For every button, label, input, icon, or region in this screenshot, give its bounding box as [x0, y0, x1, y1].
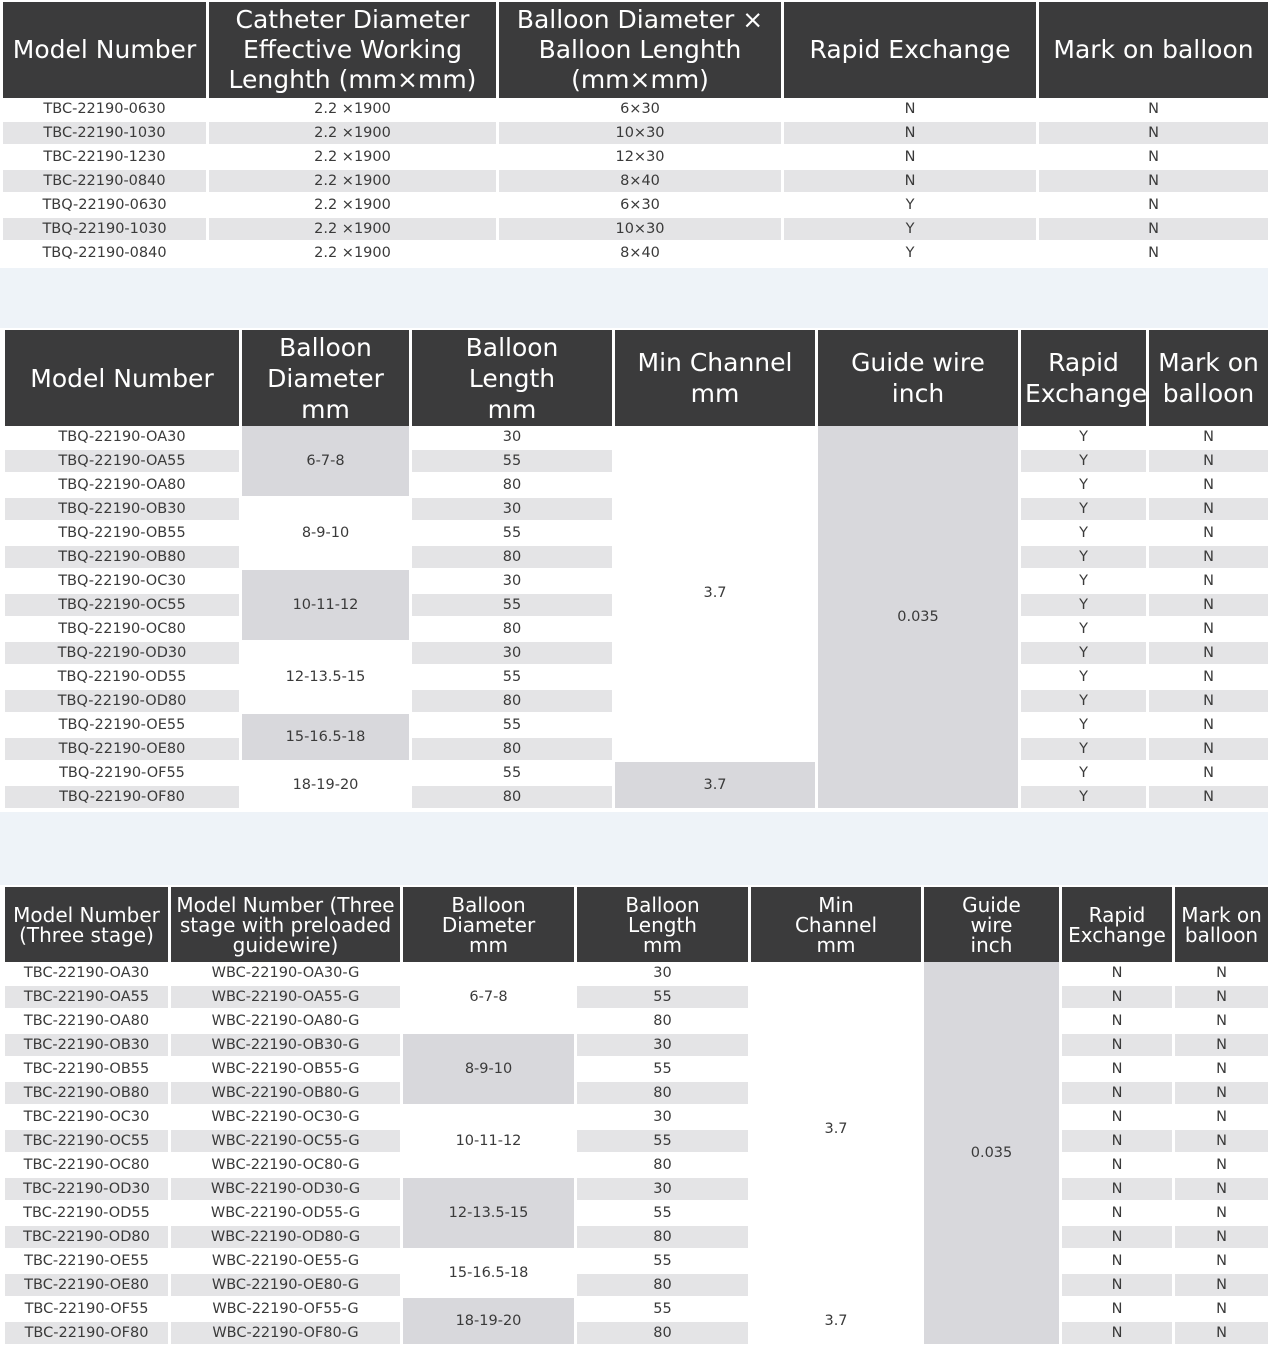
- column-header: Model Number (Three stage): [5, 887, 171, 962]
- mark-on-balloon: N: [1149, 450, 1268, 474]
- column-header: Rapid Exchange: [1062, 887, 1175, 962]
- rapid-exchange: N: [1062, 1106, 1175, 1130]
- table-cell: 8×40: [499, 170, 784, 194]
- model-number: TBQ-22190-OA55: [5, 450, 242, 474]
- mark-on-balloon: N: [1175, 1082, 1268, 1106]
- rapid-exchange: N: [1062, 1130, 1175, 1154]
- rapid-exchange: Y: [1021, 594, 1149, 618]
- preloaded-model-number: WBC-22190-OB55-G: [171, 1058, 403, 1082]
- mark-on-balloon: N: [1149, 546, 1268, 570]
- table-row: [5, 1058, 1268, 1082]
- model-number: TBC-22190-OC30: [5, 1106, 171, 1130]
- balloon-length: 80: [412, 474, 615, 498]
- model-number: TBC-22190-OD55: [5, 1202, 171, 1226]
- balloon-length: 55: [577, 1058, 751, 1082]
- table-cell: N: [784, 98, 1039, 122]
- preloaded-model-number: WBC-22190-OD80-G: [171, 1226, 403, 1250]
- balloon-length: 80: [577, 1322, 751, 1346]
- column-header: Min Channel mm: [751, 887, 924, 962]
- mark-on-balloon: N: [1175, 1010, 1268, 1034]
- model-number: TBC-22190-OF80: [5, 1322, 171, 1346]
- balloon-length: 55: [412, 450, 615, 474]
- model-number: TBQ-22190-OF80: [5, 786, 242, 810]
- guide-wire: 0.035: [818, 426, 1021, 810]
- balloon-length: 55: [577, 1250, 751, 1274]
- rapid-exchange: N: [1062, 1058, 1175, 1082]
- model-number: TBC-22190-OD30: [5, 1178, 171, 1202]
- model-number: TBC-22190-OA55: [5, 986, 171, 1010]
- table-cell: 10×30: [499, 122, 784, 146]
- column-header: Mark on balloon: [1175, 887, 1268, 962]
- mark-on-balloon: N: [1149, 738, 1268, 762]
- preloaded-model-number: WBC-22190-OC80-G: [171, 1154, 403, 1178]
- table-cell: Y: [784, 194, 1039, 218]
- rapid-exchange: Y: [1021, 498, 1149, 522]
- rapid-exchange: N: [1062, 1274, 1175, 1298]
- table-row: [5, 1322, 1268, 1346]
- balloon-length: 55: [412, 714, 615, 738]
- table-row: [3, 242, 1268, 266]
- section-gap-2: [0, 812, 1268, 885]
- table-row: [5, 1202, 1268, 1226]
- model-number: TBQ-22190-OC55: [5, 594, 242, 618]
- table-row: [5, 1106, 1268, 1130]
- mark-on-balloon: N: [1175, 986, 1268, 1010]
- mark-on-balloon: N: [1149, 786, 1268, 810]
- model-number: TBC-22190-OD80: [5, 1226, 171, 1250]
- model-number: TBQ-22190-OB55: [5, 522, 242, 546]
- model-number: TBQ-22190-OF55: [5, 762, 242, 786]
- column-header: Balloon Diameter × Balloon Lenghth (mm×mm): [499, 2, 784, 98]
- mark-on-balloon: N: [1175, 1058, 1268, 1082]
- table-cell: 2.2 ×1900: [209, 146, 499, 170]
- model-number: TBQ-22190-OB80: [5, 546, 242, 570]
- balloon-diameter: 12-13.5-15: [403, 1178, 577, 1250]
- preloaded-model-number: WBC-22190-OA55-G: [171, 986, 403, 1010]
- table-cell: N: [784, 122, 1039, 146]
- balloon-diameter: 12-13.5-15: [242, 642, 412, 714]
- model-number: TBQ-22190-OD80: [5, 690, 242, 714]
- balloon-length: 30: [577, 1034, 751, 1058]
- balloon-length: 80: [412, 618, 615, 642]
- preloaded-model-number: WBC-22190-OA80-G: [171, 1010, 403, 1034]
- table-cell: N: [1039, 98, 1268, 122]
- column-header: Model Number: [5, 330, 242, 426]
- column-header: Model Number: [3, 2, 209, 98]
- mark-on-balloon: N: [1175, 1274, 1268, 1298]
- mark-on-balloon: N: [1149, 498, 1268, 522]
- table-row: [5, 1226, 1268, 1250]
- spec-table-three-stage: [5, 887, 1268, 1346]
- preloaded-model-number: WBC-22190-OC55-G: [171, 1130, 403, 1154]
- preloaded-model-number: WBC-22190-OB30-G: [171, 1034, 403, 1058]
- table-cell: 8×40: [499, 242, 784, 266]
- table-cell: N: [784, 170, 1039, 194]
- table-cell: TBC-22190-0630: [3, 98, 209, 122]
- column-header: Mark on balloon: [1039, 2, 1268, 98]
- rapid-exchange: N: [1062, 1154, 1175, 1178]
- model-number: TBC-22190-OC80: [5, 1154, 171, 1178]
- rapid-exchange: N: [1062, 1250, 1175, 1274]
- balloon-diameter: 10-11-12: [242, 570, 412, 642]
- mark-on-balloon: N: [1175, 1154, 1268, 1178]
- table-row: [5, 962, 1268, 986]
- preloaded-model-number: WBC-22190-OD55-G: [171, 1202, 403, 1226]
- table-cell: Y: [784, 242, 1039, 266]
- preloaded-model-number: WBC-22190-OF55-G: [171, 1298, 403, 1322]
- rapid-exchange: Y: [1021, 474, 1149, 498]
- rapid-exchange: Y: [1021, 618, 1149, 642]
- balloon-length: 80: [577, 1226, 751, 1250]
- mark-on-balloon: N: [1149, 570, 1268, 594]
- min-channel: 3.7: [615, 426, 818, 762]
- column-header: Guide wire inch: [818, 330, 1021, 426]
- column-header: Rapid Exchange: [784, 2, 1039, 98]
- table-row: [5, 1010, 1268, 1034]
- table-row: [3, 146, 1268, 170]
- table-row: [3, 98, 1268, 122]
- table-row: [5, 1154, 1268, 1178]
- rapid-exchange: N: [1062, 1034, 1175, 1058]
- table-row: [3, 218, 1268, 242]
- balloon-length: 55: [412, 762, 615, 786]
- mark-on-balloon: N: [1149, 426, 1268, 450]
- table-cell: N: [784, 146, 1039, 170]
- column-header: Model Number (Three stage with preloaded guidewire): [171, 887, 403, 962]
- balloon-length: 80: [577, 1010, 751, 1034]
- table-cell: N: [1039, 122, 1268, 146]
- mark-on-balloon: N: [1175, 1106, 1268, 1130]
- min-channel: 3.7: [751, 1298, 924, 1346]
- model-number: TBQ-22190-OD55: [5, 666, 242, 690]
- model-number: TBC-22190-OA30: [5, 962, 171, 986]
- model-number: TBC-22190-OC55: [5, 1130, 171, 1154]
- table-cell: 6×30: [499, 194, 784, 218]
- mark-on-balloon: N: [1175, 1250, 1268, 1274]
- section-gap-1: [0, 268, 1268, 328]
- balloon-diameter: 8-9-10: [242, 498, 412, 570]
- balloon-length: 30: [412, 570, 615, 594]
- rapid-exchange: N: [1062, 1298, 1175, 1322]
- rapid-exchange: N: [1062, 962, 1175, 986]
- balloon-length: 30: [577, 1178, 751, 1202]
- model-number: TBC-22190-OF55: [5, 1298, 171, 1322]
- table-cell: 10×30: [499, 218, 784, 242]
- table-cell: TBQ-22190-1030: [3, 218, 209, 242]
- balloon-length: 80: [412, 546, 615, 570]
- table-cell: Y: [784, 218, 1039, 242]
- mark-on-balloon: N: [1149, 522, 1268, 546]
- table-cell: N: [1039, 194, 1268, 218]
- table-cell: N: [1039, 170, 1268, 194]
- balloon-length: 80: [577, 1274, 751, 1298]
- balloon-diameter: 6-7-8: [242, 426, 412, 498]
- mark-on-balloon: N: [1149, 762, 1268, 786]
- model-number: TBQ-22190-OA30: [5, 426, 242, 450]
- model-number: TBQ-22190-OE55: [5, 714, 242, 738]
- table-cell: 2.2 ×1900: [209, 194, 499, 218]
- balloon-length: 30: [412, 498, 615, 522]
- table-row: [5, 1274, 1268, 1298]
- rapid-exchange: Y: [1021, 690, 1149, 714]
- model-number: TBQ-22190-OA80: [5, 474, 242, 498]
- table-cell: 2.2 ×1900: [209, 122, 499, 146]
- preloaded-model-number: WBC-22190-OF80-G: [171, 1322, 403, 1346]
- mark-on-balloon: N: [1149, 714, 1268, 738]
- preloaded-model-number: WBC-22190-OE55-G: [171, 1250, 403, 1274]
- spec-table-rapid-exchange: [5, 330, 1268, 810]
- rapid-exchange: Y: [1021, 786, 1149, 810]
- balloon-length: 55: [577, 986, 751, 1010]
- model-number: TBC-22190-OB80: [5, 1082, 171, 1106]
- table-cell: 12×30: [499, 146, 784, 170]
- rapid-exchange: Y: [1021, 762, 1149, 786]
- table-cell: N: [1039, 218, 1268, 242]
- rapid-exchange: N: [1062, 1226, 1175, 1250]
- preloaded-model-number: WBC-22190-OE80-G: [171, 1274, 403, 1298]
- table-cell: 2.2 ×1900: [209, 218, 499, 242]
- column-header: Min Channel mm: [615, 330, 818, 426]
- rapid-exchange: N: [1062, 1202, 1175, 1226]
- column-header: Mark on balloon: [1149, 330, 1268, 426]
- balloon-length: 55: [412, 666, 615, 690]
- rapid-exchange: Y: [1021, 522, 1149, 546]
- table-cell: TBQ-22190-0630: [3, 194, 209, 218]
- rapid-exchange: Y: [1021, 450, 1149, 474]
- column-header: Balloon Length mm: [577, 887, 751, 962]
- rapid-exchange: N: [1062, 1322, 1175, 1346]
- mark-on-balloon: N: [1175, 1298, 1268, 1322]
- preloaded-model-number: WBC-22190-OB80-G: [171, 1082, 403, 1106]
- table-cell: 6×30: [499, 98, 784, 122]
- balloon-length: 80: [412, 690, 615, 714]
- spec-table-standard: [3, 2, 1268, 266]
- table-cell: 2.2 ×1900: [209, 170, 499, 194]
- rapid-exchange: Y: [1021, 426, 1149, 450]
- table-row: [5, 1082, 1268, 1106]
- model-number: TBQ-22190-OC30: [5, 570, 242, 594]
- model-number: TBQ-22190-OE80: [5, 738, 242, 762]
- balloon-length: 55: [577, 1130, 751, 1154]
- table-row: [5, 1130, 1268, 1154]
- model-number: TBC-22190-OB55: [5, 1058, 171, 1082]
- balloon-length: 30: [412, 426, 615, 450]
- table-cell: TBC-22190-1030: [3, 122, 209, 146]
- balloon-diameter: 10-11-12: [403, 1106, 577, 1178]
- balloon-length: 80: [412, 786, 615, 810]
- balloon-length: 55: [412, 522, 615, 546]
- column-header: Rapid Exchange: [1021, 330, 1149, 426]
- model-number: TBQ-22190-OC80: [5, 618, 242, 642]
- preloaded-model-number: WBC-22190-OD30-G: [171, 1178, 403, 1202]
- table-row: [5, 1250, 1268, 1274]
- balloon-diameter: 18-19-20: [242, 762, 412, 810]
- mark-on-balloon: N: [1149, 690, 1268, 714]
- model-number: TBC-22190-OE80: [5, 1274, 171, 1298]
- balloon-length: 30: [412, 642, 615, 666]
- table-row: [3, 122, 1268, 146]
- rapid-exchange: N: [1062, 1082, 1175, 1106]
- table-row: [5, 762, 1268, 786]
- table-row: [5, 426, 1268, 450]
- balloon-length: 55: [577, 1202, 751, 1226]
- mark-on-balloon: N: [1149, 666, 1268, 690]
- rapid-exchange: Y: [1021, 570, 1149, 594]
- mark-on-balloon: N: [1175, 1178, 1268, 1202]
- preloaded-model-number: WBC-22190-OC30-G: [171, 1106, 403, 1130]
- column-header: Guide wire inch: [924, 887, 1062, 962]
- mark-on-balloon: N: [1175, 1130, 1268, 1154]
- table-cell: 2.2 ×1900: [209, 242, 499, 266]
- mark-on-balloon: N: [1149, 642, 1268, 666]
- balloon-diameter: 8-9-10: [403, 1034, 577, 1106]
- mark-on-balloon: N: [1175, 1226, 1268, 1250]
- table-row: [5, 1178, 1268, 1202]
- table-cell: TBC-22190-0840: [3, 170, 209, 194]
- mark-on-balloon: N: [1175, 1034, 1268, 1058]
- balloon-length: 30: [577, 1106, 751, 1130]
- rapid-exchange: Y: [1021, 738, 1149, 762]
- table-cell: 2.2 ×1900: [209, 98, 499, 122]
- model-number: TBC-22190-OE55: [5, 1250, 171, 1274]
- mark-on-balloon: N: [1149, 474, 1268, 498]
- table-cell: N: [1039, 146, 1268, 170]
- mark-on-balloon: N: [1149, 594, 1268, 618]
- mark-on-balloon: N: [1149, 618, 1268, 642]
- model-number: TBC-22190-OA80: [5, 1010, 171, 1034]
- mark-on-balloon: N: [1175, 1322, 1268, 1346]
- min-channel: 3.7: [751, 962, 924, 1298]
- balloon-length: 80: [577, 1082, 751, 1106]
- rapid-exchange: N: [1062, 1178, 1175, 1202]
- table-row: [5, 1298, 1268, 1322]
- rapid-exchange: N: [1062, 986, 1175, 1010]
- table-row: [3, 194, 1268, 218]
- table-row: [5, 986, 1268, 1010]
- balloon-diameter: 15-16.5-18: [403, 1250, 577, 1298]
- table-cell: TBC-22190-1230: [3, 146, 209, 170]
- model-number: TBQ-22190-OB30: [5, 498, 242, 522]
- mark-on-balloon: N: [1175, 1202, 1268, 1226]
- column-header: Catheter Diameter Effective Working Lenghth (mm×mm): [209, 2, 499, 98]
- balloon-diameter: 6-7-8: [403, 962, 577, 1034]
- balloon-length: 80: [412, 738, 615, 762]
- guide-wire: 0.035: [924, 962, 1062, 1346]
- table-cell: N: [1039, 242, 1268, 266]
- table-row: [5, 1034, 1268, 1058]
- balloon-length: 55: [412, 594, 615, 618]
- model-number: TBQ-22190-OD30: [5, 642, 242, 666]
- rapid-exchange: Y: [1021, 642, 1149, 666]
- table-row: [3, 170, 1268, 194]
- balloon-diameter: 15-16.5-18: [242, 714, 412, 762]
- rapid-exchange: Y: [1021, 714, 1149, 738]
- balloon-length: 55: [577, 1298, 751, 1322]
- mark-on-balloon: N: [1175, 962, 1268, 986]
- balloon-length: 30: [577, 962, 751, 986]
- rapid-exchange: N: [1062, 1010, 1175, 1034]
- table-cell: TBQ-22190-0840: [3, 242, 209, 266]
- rapid-exchange: Y: [1021, 666, 1149, 690]
- rapid-exchange: Y: [1021, 546, 1149, 570]
- balloon-diameter: 18-19-20: [403, 1298, 577, 1346]
- min-channel: 3.7: [615, 762, 818, 810]
- balloon-length: 80: [577, 1154, 751, 1178]
- preloaded-model-number: WBC-22190-OA30-G: [171, 962, 403, 986]
- column-header: Balloon Diameter mm: [242, 330, 412, 426]
- column-header: Balloon Diameter mm: [403, 887, 577, 962]
- model-number: TBC-22190-OB30: [5, 1034, 171, 1058]
- column-header: Balloon Length mm: [412, 330, 615, 426]
